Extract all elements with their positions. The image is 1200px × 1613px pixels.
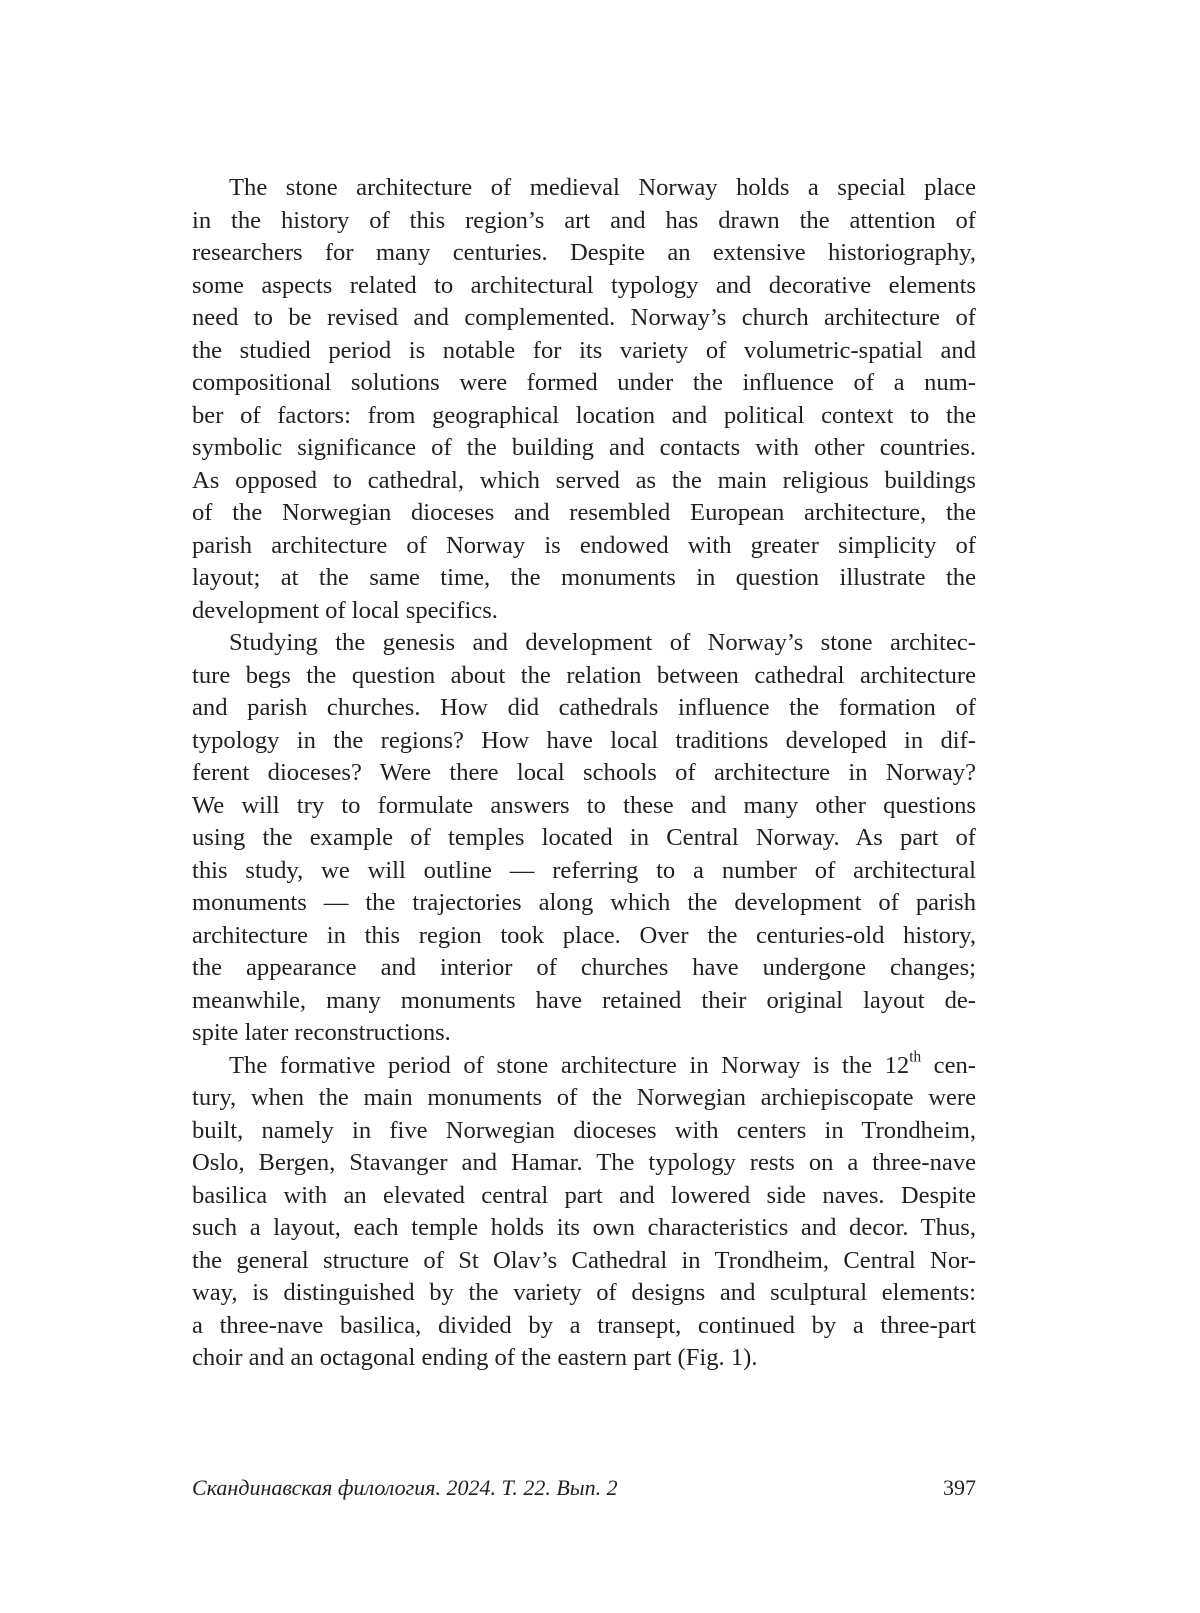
text-line: spite later reconstructions. [192,1019,451,1046]
paragraph-1 [192,172,976,627]
paragraph-3 [192,1050,976,1375]
text-line: symbolic significance of the building and contacts with other countries. [192,434,976,461]
text-line: Studying the genesis and development of Norway’s stone architec- [229,629,976,656]
text-line [192,1050,976,1083]
text-line: development of local specifics. [192,596,498,624]
text-line: layout; at the same time, the monuments in question illustrate the [192,564,976,591]
text-line: parish architecture of Norway is endowed with greater simplicity of [192,531,976,559]
text-line: ferent dioceses? Were there local schools of architecture in Norway? [192,759,976,786]
text-line: this study, we will outline — referring to a number of architectural [192,856,976,884]
text-line: monuments — the trajectories along which the development of parish [192,889,976,916]
text-line: We will try to formulate answers to these and many other questions [192,791,976,819]
text-line: choir and an octagonal ending of the eastern part (Fig. 1). [192,1344,758,1371]
text-line: the studied period is notable for its variety of volumetric-spatial and [192,336,976,364]
text-line: the general structure of St Olav’s Cathedral in Trondheim, Central Nor- [192,1246,976,1274]
journal-citation: Скандинавская филология. 2024. Т. 22. Вып. 2 [192,1475,618,1500]
text-line: the appearance and interior of churches have undergone changes; [192,954,976,981]
text-line: built, namely in five Norwegian dioceses with centers in Trondheim, [192,1116,976,1144]
text-line: of the Norwegian dioceses and resembled European architecture, the [192,499,976,526]
text-line: ture begs the question about the relation between cathedral architecture [192,661,976,689]
page-footer [192,1475,976,1501]
text-line: The stone architecture of medieval Norway holds a special place [229,174,976,201]
text-line: compositional solutions were formed under the influence of a num- [192,369,976,396]
text-line: As opposed to cathedral, which served as the main religious buildings [192,466,976,494]
text-segment: The formative period of stone architecture in Norway is the 12 [229,1051,910,1079]
text-line: typology in the regions? How have local traditions developed in dif- [192,726,976,754]
text-segment: cen- [921,1051,976,1079]
text-line: a three-nave basilica, divided by a transept, continued by a three-part [192,1311,976,1339]
superscript: th [909,1048,922,1066]
text-line: tury, when the main monuments of the Norwegian archiepiscopate were [192,1084,976,1111]
page-number: 397 [943,1475,976,1500]
text-line: architecture in this region took place. Over the centuries-old history, [192,921,976,949]
text-line: such a layout, each temple holds its own characteristics and decor. Thus, [192,1214,976,1241]
text-line: in the history of this region’s art and has drawn the attention of [192,206,976,234]
text-line: meanwhile, many monuments have retained their original layout de- [192,986,976,1014]
text-line: ber of factors: from geographical location and political context to the [192,401,976,429]
text-line: using the example of temples located in Central Norway. As part of [192,824,976,851]
text-line: some aspects related to architectural typology and decorative elements [192,271,976,299]
text-line: and parish churches. How did cathedrals influence the formation of [192,694,976,721]
text-line: way, is distinguished by the variety of designs and sculptural elements: [192,1279,976,1306]
text-line: basilica with an elevated central part and lowered side naves. Despite [192,1181,976,1209]
text-line: need to be revised and complemented. Norway’s church architecture of [192,304,976,331]
paragraph-2 [192,627,976,1050]
text-line: researchers for many centuries. Despite an extensive historiography, [192,239,976,266]
text-line: Oslo, Bergen, Stavanger and Hamar. The typology rests on a three-nave [192,1149,976,1176]
body-text [192,172,976,1375]
